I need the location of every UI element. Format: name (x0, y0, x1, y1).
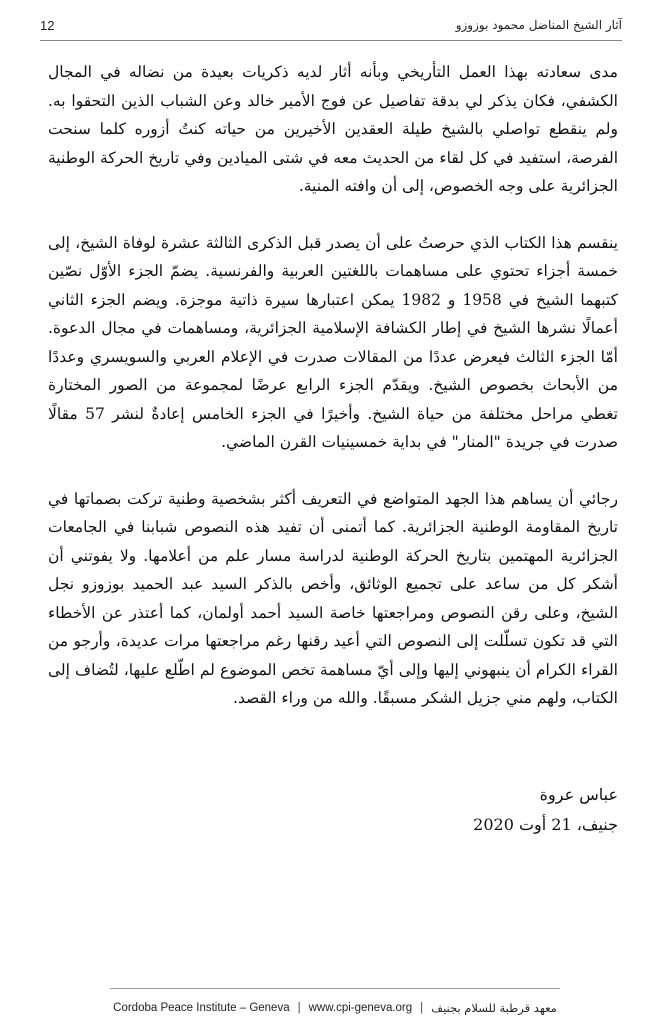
running-title: آثار الشيخ المناضل محمود بوزوزو (455, 18, 622, 32)
footer-divider (110, 988, 560, 989)
footer-institute-ar: معهد قرطبة للسلام بجنيف (431, 1001, 557, 1015)
header-divider (40, 40, 622, 41)
footer-website-link[interactable]: www.cpi-geneva.org (308, 1002, 413, 1014)
page-number: 12 (40, 17, 55, 33)
page-header (40, 10, 622, 40)
author-name: عباس عروة (539, 785, 618, 804)
footer-separator-1: | (297, 1002, 301, 1014)
page-footer (0, 996, 670, 1020)
paragraph-2: ينقسم هذا الكتاب الذي حرصتُ على أن يصدر قبل الذكرى الثالثة عشرة لوفاة الشيخ، إلى خمسة أجزاء تحتوي على مساهمات باللغتين العربية والفرنسية. يضمّ الجزء الأوّل نصّين كتبهما الشيخ في 1958 و 1982 يمكن اعتبارها سيرة ذاتية موجزة. ويضم الجزء الثاني أعمالًا نشرها الشيخ في إطار الكشافة الإسلامية الجزائرية، ومساهمات في مجال الدعوة. أمّا الجزء الثالث فيعرض عددًا من المقالات صدرت في الإعلام العربي والسويسري وعددًا من الأبحاث بخصوص الشيخ. ويقدّم الجزء الرابع عرضًا لمجموعة من الصور المختارة تغطي مراحل مختلفة من حياة الشيخ. وأخيرًا في الجزء الخامس إعادةٌ لنشر 57 مقالًا صدرت في جريدة "المنار" في بداية خمسينيات القرن الماضي. (48, 233, 619, 451)
paragraph-3: رجائي أن يساهم هذا الجهد المتواضع في التعريف أكثر بشخصية وطنية تركت بصماتها في تاريخ المقاومة الوطنية الجزائرية. كما أتمنى أن تفيد هذه النصوص شبابنا في الجامعات الجزائرية المهتمين بتاريخ الحركة الوطنية لدراسة مسار علم من أعلامها. ولا يفوتني أن أشكر كل من ساعد على تجميع الوثائق، وأخص بالذكر السيد عبد الحميد بوزوزو نجل الشيخ، وعلى رقن النصوص ومراجعتها خاصة السيد أحمد أولمان، كما أعتذر عن الأخطاء التي قد تكون تسلّلت إلى النصوص التي أعيد رقنها رغم مراجعتها مرات عديدة، وأرجو من القراء الكرام أن ينبهوني إليها وإلى أيّ مساهمة تخص الموضوع لم اطّلع عليها، لتُضاف إلى الكتاب، ولهم مني جزيل الشكر مسبقًا. والله من وراء القصد. (48, 489, 618, 707)
paragraph-1: مدى سعادته بهذا العمل التأريخي وبأنه أثار لديه ذكريات بعيدة من نضاله في المجال الكشفي، فكان يذكر لي بدقة تفاصيل عن فوج الأمير خالد وعن الشباب الذين التحقوا به. ولم ينقطع تواصلي بالشيخ طيلة العقدين الأخيرين من حياته كنتُ أزوره كلما سنحت الفرصة، استفيد في كل لقاء من الحديث معه في شتى الميادين وفي تاريخ الحركة الوطنية الجزائرية على وجه الخصوص، إلى أن وافته المنية. (48, 63, 618, 195)
footer-separator-2: | (420, 1002, 424, 1014)
footer-institute-en: Cordoba Peace Institute – Geneva (113, 1002, 290, 1014)
signature-block (48, 780, 618, 840)
place-date: جنيف، 21 أوت 2020 (473, 815, 618, 834)
body-text (48, 58, 618, 741)
